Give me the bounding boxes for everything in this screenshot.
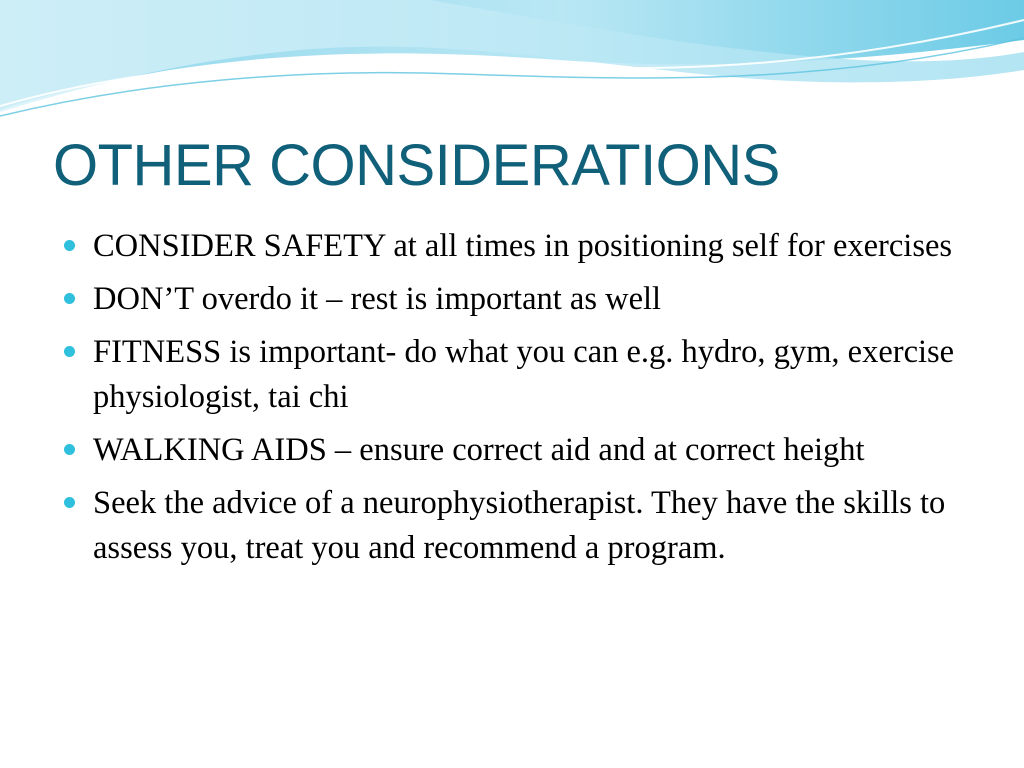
bullet-text: FITNESS is important- do what you can e.g. hydro, gym, exercise physiologist, tai chi <box>93 334 955 415</box>
bullet-item <box>60 330 965 420</box>
bullet-item <box>60 224 965 269</box>
bullet-dot-icon <box>64 346 75 357</box>
bullet-dot-icon <box>64 293 75 304</box>
bullet-text: WALKING AIDS – ensure correct aid and at correct height <box>93 432 865 468</box>
bullet-dot-icon <box>64 497 75 508</box>
bullet-text: Seek the advice of a neurophysiotherapist. They have the skills to assess you, treat you and recommend a program. <box>93 485 946 566</box>
bullet-list <box>60 224 965 579</box>
slide-title: OTHER CONSIDERATIONS <box>53 133 780 198</box>
bullet-item <box>60 277 965 322</box>
bullet-dot-icon <box>64 444 75 455</box>
wave-decoration <box>0 0 1024 130</box>
bullet-dot-icon <box>64 240 75 251</box>
bullet-text: DON’T overdo it – rest is important as well <box>93 281 662 317</box>
bullet-item <box>60 428 965 473</box>
bullet-item <box>60 481 965 571</box>
bullet-text: CONSIDER SAFETY at all times in positioning self for exercises <box>93 228 953 264</box>
